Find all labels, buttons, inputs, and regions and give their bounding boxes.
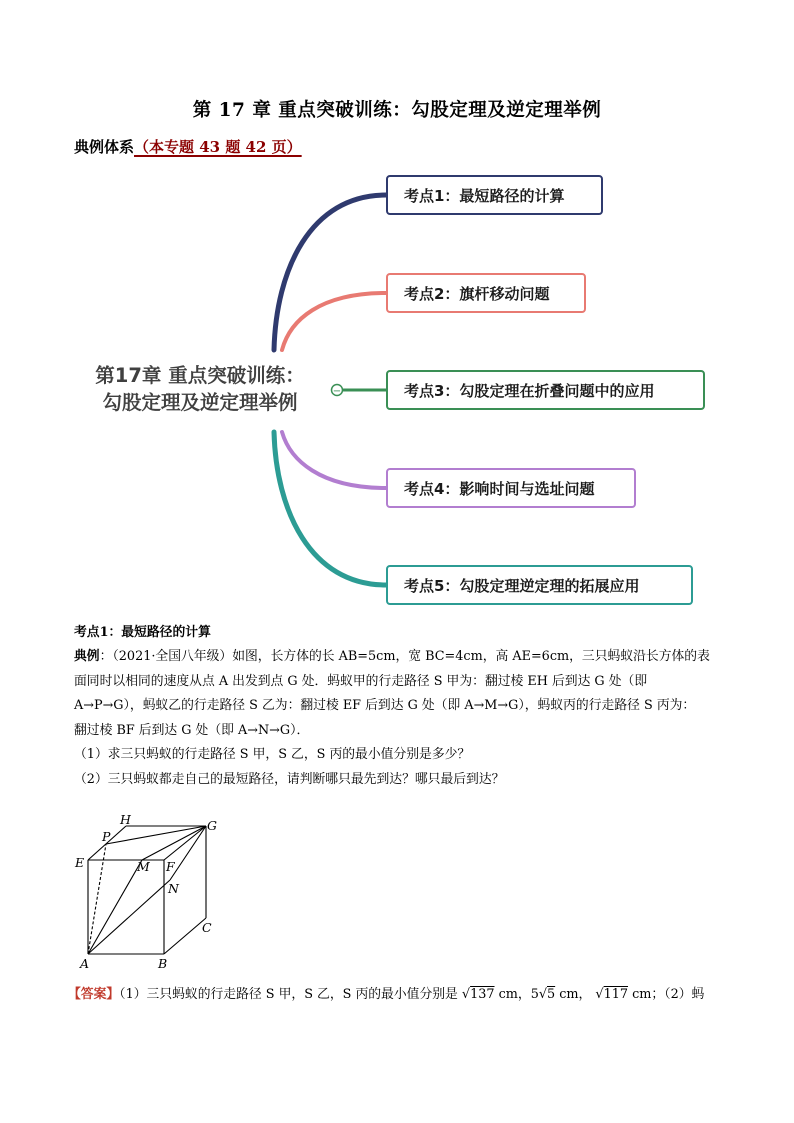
label-G: G (207, 818, 217, 833)
section-heading: 考点1：最短路径的计算 (74, 625, 211, 640)
label-H: H (120, 812, 131, 827)
example-line-1 (74, 645, 710, 669)
subhead-note: （本专题 43 题 42 页） (134, 138, 302, 156)
example-line-3: A→P→G），蚂蚁乙的行走路径 S 乙为：翻过棱 EF 后到达 G 处（即 A→M→G），蚂蚁丙的行走路径 S 丙为： (74, 698, 696, 713)
label-P: P (102, 829, 111, 844)
example-label: 典例 (74, 649, 100, 664)
answer-text-a: （1）三只蚂蚁的行走路径 S 甲，S 乙，S 丙的最小值分别是 (119, 987, 458, 1002)
collapse-symbol: − (332, 386, 342, 397)
answer-unit-1: cm，5 (498, 987, 539, 1002)
label-F: F (166, 859, 175, 874)
question-2: （2）三只蚂蚁都走自己的最短路径，请判断哪只最先到达？哪只最后到达？ (74, 772, 505, 787)
label-N: N (168, 881, 179, 896)
label-C: C (202, 920, 212, 935)
collapse-toggle[interactable] (332, 385, 343, 398)
mindmap-node-2[interactable]: 考点2：旗杆移动问题 (386, 273, 586, 313)
connector-5 (274, 432, 386, 585)
connector-2 (282, 293, 386, 350)
central-line-2: 勾股定理及逆定理举例 (102, 391, 298, 414)
subhead-label: 典例体系 (74, 138, 135, 156)
mindmap-node-4[interactable]: 考点4：影响时间与选址问题 (386, 468, 636, 508)
answer-text-b: cm；（2）蚂 (632, 987, 705, 1002)
answer-line (68, 983, 704, 1007)
mindmap-node-3[interactable]: 考点3：勾股定理在折叠问题中的应用 (386, 370, 705, 410)
label-A: A (80, 956, 90, 971)
mindmap-central-topic (70, 362, 330, 416)
mindmap-node-1[interactable]: 考点1：最短路径的计算 (386, 175, 603, 215)
cuboid-figure (60, 808, 230, 976)
sqrt-2: √5 (538, 987, 556, 1002)
label-E: E (75, 855, 85, 870)
example-text-1: ：（2021·全国八年级）如图，长方体的长 AB=5cm，宽 BC=4cm，高 AE=6cm，三只蚂蚁沿长方体的表 (99, 649, 710, 664)
section-subhead (74, 136, 302, 157)
answer-tag: 【答案】 (68, 987, 120, 1002)
sqrt-3: √117 (595, 987, 629, 1002)
example-line-4: 翻过棱 BF 后到达 G 处（即 A→N→G）． (74, 723, 310, 738)
connector-1 (274, 195, 386, 350)
example-line-2: 面同时以相同的速度从点 A 出发到点 G 处．蚂蚁甲的行走路径 S 甲为：翻过棱 EH 后到达 G 处（即 (74, 674, 648, 689)
page-title: 第 17 章 重点突破训练：勾股定理及逆定理举例 (192, 100, 602, 121)
sqrt-1: √137 (461, 987, 495, 1002)
label-M: M (137, 859, 150, 874)
connector-4 (282, 432, 386, 488)
central-line-1: 第17章 重点突破训练： (95, 364, 305, 387)
answer-unit-2: cm， (559, 987, 592, 1002)
question-1: （1）求三只蚂蚁的行走路径 S 甲，S 乙，S 丙的最小值分别是多少？ (74, 747, 471, 762)
mindmap-node-5[interactable]: 考点5：勾股定理逆定理的拓展应用 (386, 565, 693, 605)
label-B: B (158, 956, 168, 971)
